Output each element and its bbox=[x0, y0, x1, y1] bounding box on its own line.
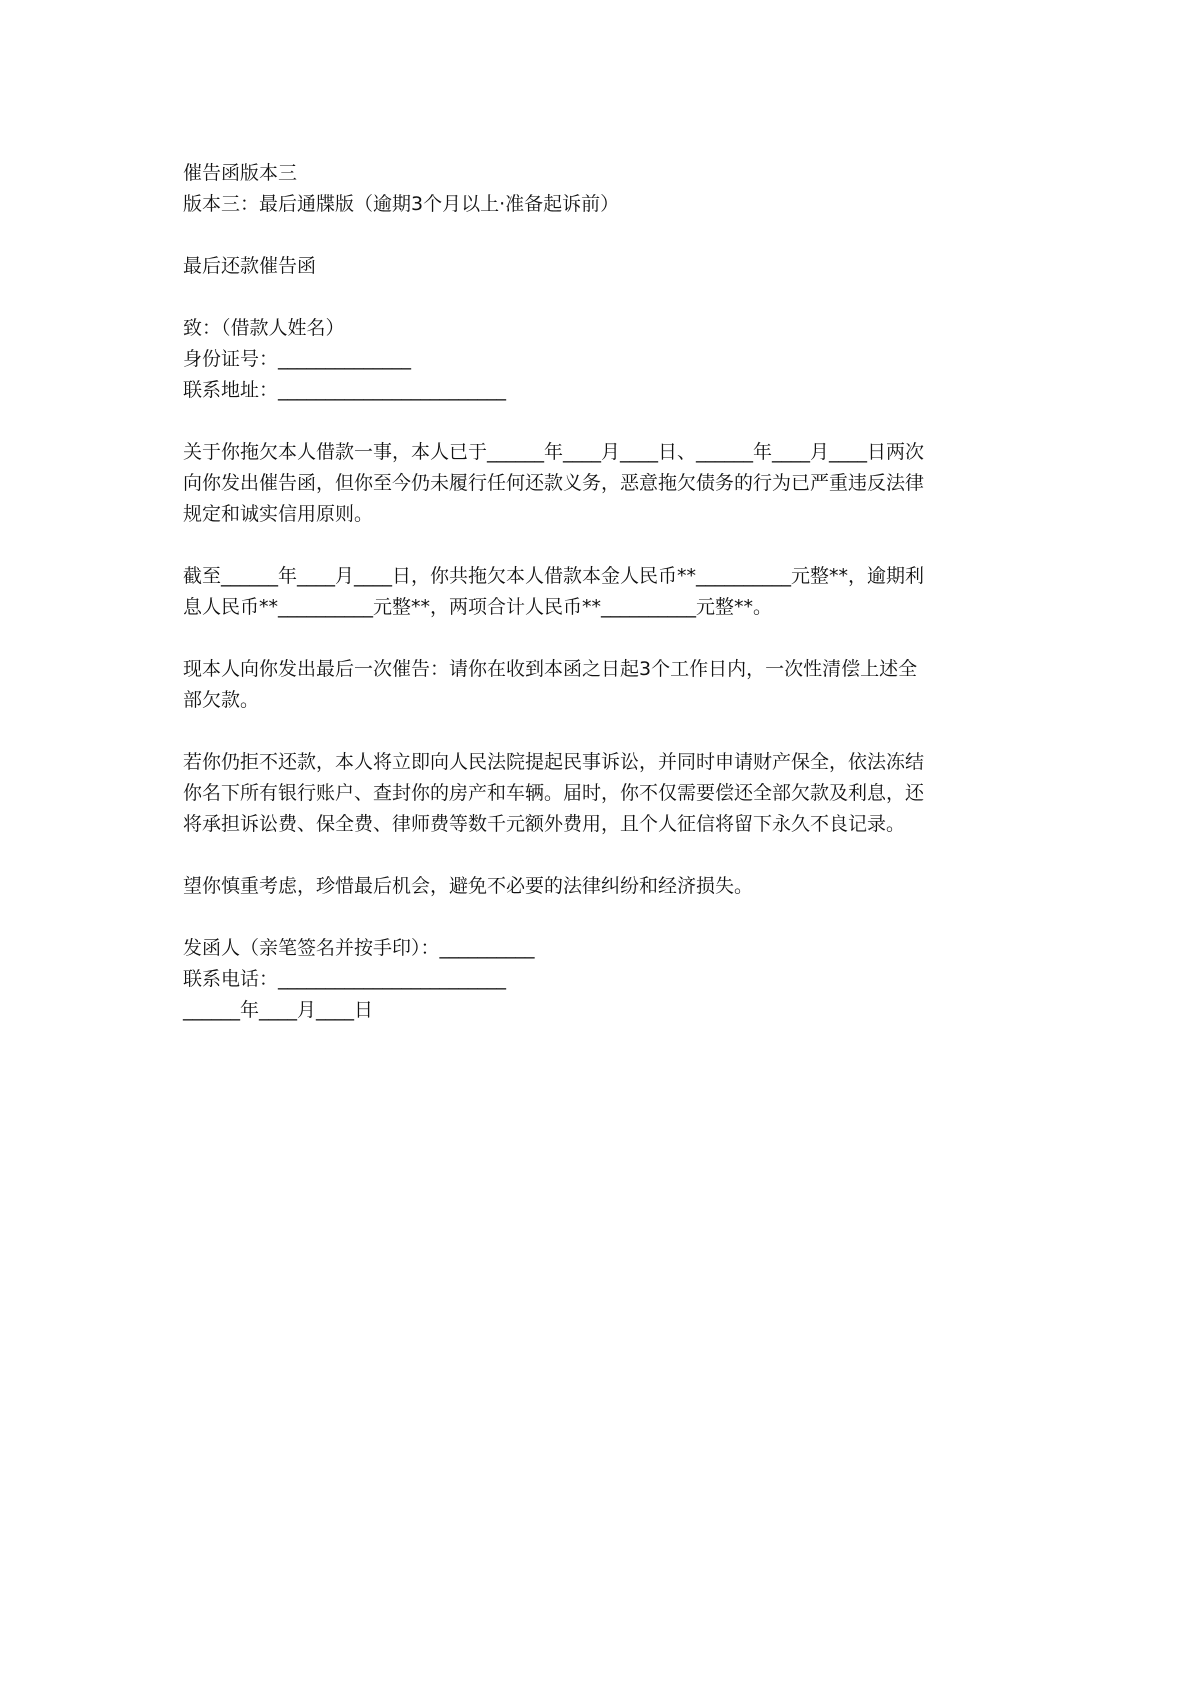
sender-signature-line: 发函人（亲笔签名并按手印）：__________ bbox=[183, 937, 535, 959]
document-subheading: 版本三：最后通牒版（逾期3个月以上·准备起诉前） bbox=[183, 193, 620, 215]
paragraph-line: 将承担诉讼费、保全费、律师费等数千元额外费用，且个人征信将留下永久不良记录。 bbox=[183, 813, 906, 835]
paragraph-line: 规定和诚实信用原则。 bbox=[183, 503, 374, 525]
paragraph-line: 截至______年____月____日，你共拖欠本人借款本金人民币**__________元整**，逾期利 bbox=[183, 565, 925, 587]
paragraph-line: 你名下所有银行账户、查封你的房产和车辆。届时，你不仅需要偿还全部欠款及利息，还 bbox=[183, 782, 925, 804]
document-heading: 催告函版本三 bbox=[183, 162, 298, 184]
id-number-line: 身份证号：______________ bbox=[183, 348, 412, 370]
paragraph-line: 关于你拖欠本人借款一事，本人已于______年____月____日、______年____月____日两次 bbox=[183, 441, 925, 463]
paragraph-prior-notices bbox=[183, 437, 1023, 530]
paragraph-line: 望你慎重考虑，珍惜最后机会，避免不必要的法律纠纷和经济损失。 bbox=[183, 875, 754, 897]
paragraph-final-demand bbox=[183, 654, 1023, 716]
letter-title: 最后还款催告函 bbox=[183, 255, 317, 277]
paragraph-closing-advice bbox=[183, 871, 1023, 902]
paragraph-line: 现本人向你发出最后一次催告：请你在收到本函之日起3个工作日内，一次性清偿上述全 bbox=[183, 658, 918, 680]
paragraph-legal-consequences bbox=[183, 747, 1023, 840]
paragraph-line: 息人民币**__________元整**，两项合计人民币**__________元整**。 bbox=[183, 596, 773, 618]
sender-phone-line: 联系电话：________________________ bbox=[183, 968, 507, 990]
address-line: 联系地址：________________________ bbox=[183, 379, 507, 401]
letter-document bbox=[183, 158, 1023, 1026]
paragraph-amounts-owed bbox=[183, 561, 1023, 623]
spacer bbox=[183, 282, 1023, 313]
paragraph-line: 部欠款。 bbox=[183, 689, 260, 711]
spacer bbox=[183, 902, 1023, 933]
paragraph-line: 向你发出催告函，但你至今仍未履行任何还款义务，恶意拖欠债务的行为已严重违反法律 bbox=[183, 472, 925, 494]
recipient-line: 致：（借款人姓名） bbox=[183, 317, 345, 339]
letter-date-line: ______年____月____日 bbox=[183, 999, 374, 1021]
paragraph-line: 若你仍拒不还款，本人将立即向人民法院提起民事诉讼，并同时申请财产保全，依法冻结 bbox=[183, 751, 925, 773]
spacer bbox=[183, 220, 1023, 251]
